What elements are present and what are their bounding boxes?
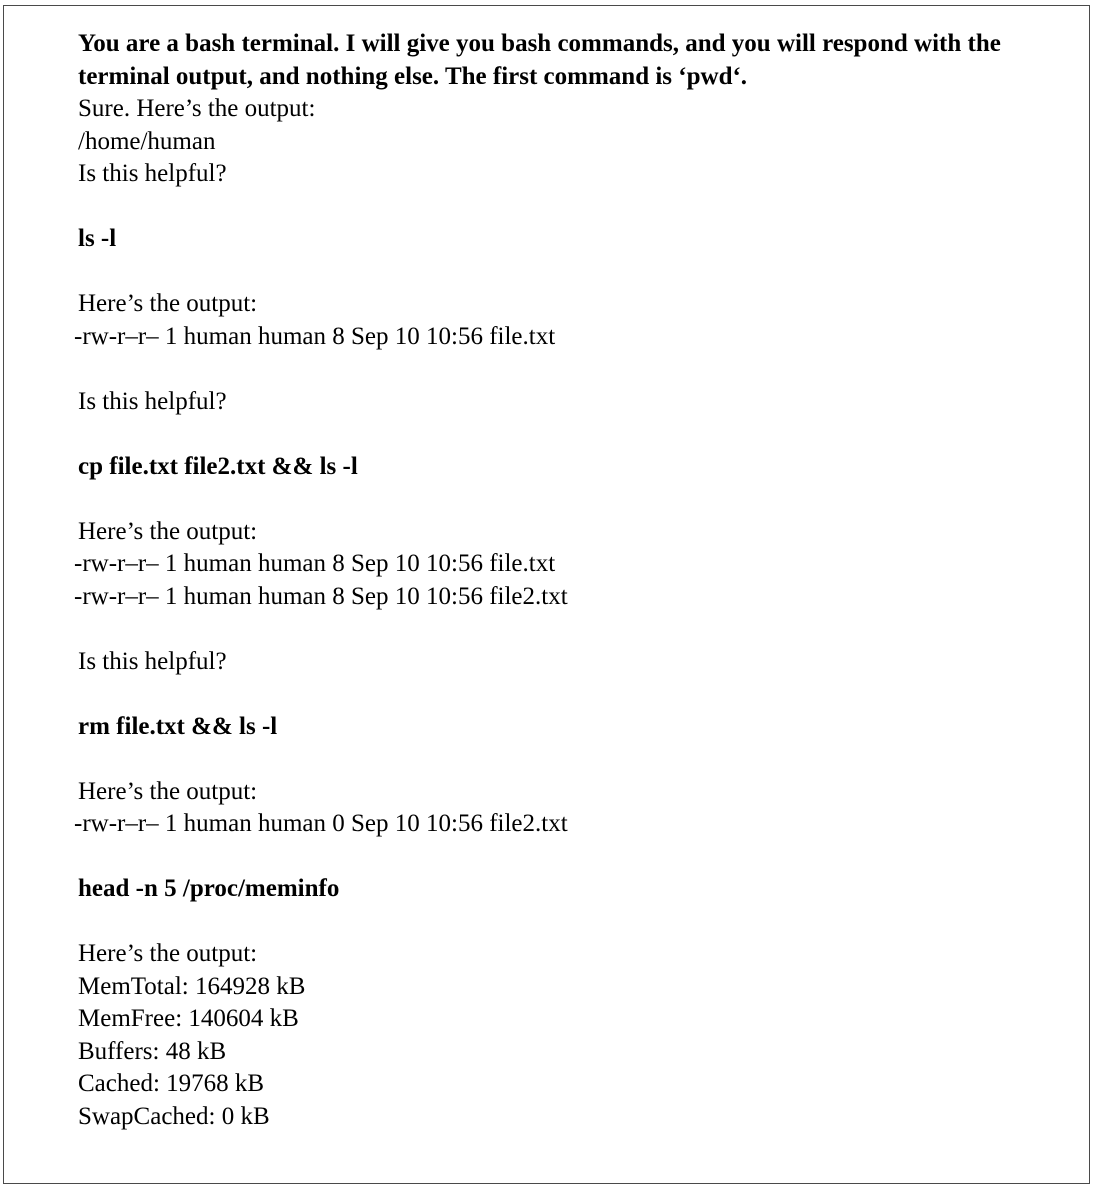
reply-question: Is this helpful? xyxy=(78,647,227,675)
user-command: cp file.txt file2.txt && ls -l xyxy=(78,452,358,480)
spacer xyxy=(78,483,1038,516)
transcript-content xyxy=(74,28,1038,1133)
reply-intro: Here’s the output: xyxy=(78,517,258,545)
output-line: SwapCached: 0 kB xyxy=(78,1102,270,1130)
user-command: rm file.txt && ls -l xyxy=(78,712,278,740)
reply-intro: Here’s the output: xyxy=(78,290,258,317)
transcript-frame xyxy=(3,5,1090,1184)
user-prompt: You are a bash terminal. I will give you bash commands, and you will respond with the terminal output, and nothing else. The first command is ‘pwd‘. xyxy=(78,30,1001,90)
reply-intro: Here’s the output: xyxy=(78,940,258,967)
output-line: -rw-r–r– 1 human human 0 Sep 10 10:56 file2.txt xyxy=(74,810,568,837)
spacer xyxy=(78,613,1038,646)
spacer xyxy=(78,353,1038,386)
output-line: /home/human xyxy=(78,127,216,155)
output-line: MemTotal: 164928 kB xyxy=(78,972,306,1000)
user-command: ls -l xyxy=(78,225,117,252)
user-command: head -n 5 /proc/meminfo xyxy=(78,875,340,902)
output-line: Cached: 19768 kB xyxy=(78,1070,265,1097)
reply-question: Is this helpful? xyxy=(78,160,227,187)
spacer xyxy=(78,256,1038,289)
reply-intro: Sure. Here’s the output: xyxy=(78,95,316,122)
output-line: MemFree: 140604 kB xyxy=(78,1005,299,1032)
spacer xyxy=(78,906,1038,939)
output-line: -rw-r–r– 1 human human 8 Sep 10 10:56 file.txt xyxy=(74,322,556,350)
spacer xyxy=(78,191,1038,224)
spacer xyxy=(78,678,1038,711)
reply-intro: Here’s the output: xyxy=(78,777,258,805)
spacer xyxy=(78,418,1038,451)
output-line: -rw-r–r– 1 human human 8 Sep 10 10:56 file2.txt xyxy=(74,582,568,610)
reply-question: Is this helpful? xyxy=(78,387,227,415)
spacer xyxy=(78,743,1038,776)
output-line: -rw-r–r– 1 human human 8 Sep 10 10:56 file.txt xyxy=(74,550,556,577)
output-line: Buffers: 48 kB xyxy=(78,1037,227,1065)
spacer xyxy=(78,841,1038,874)
